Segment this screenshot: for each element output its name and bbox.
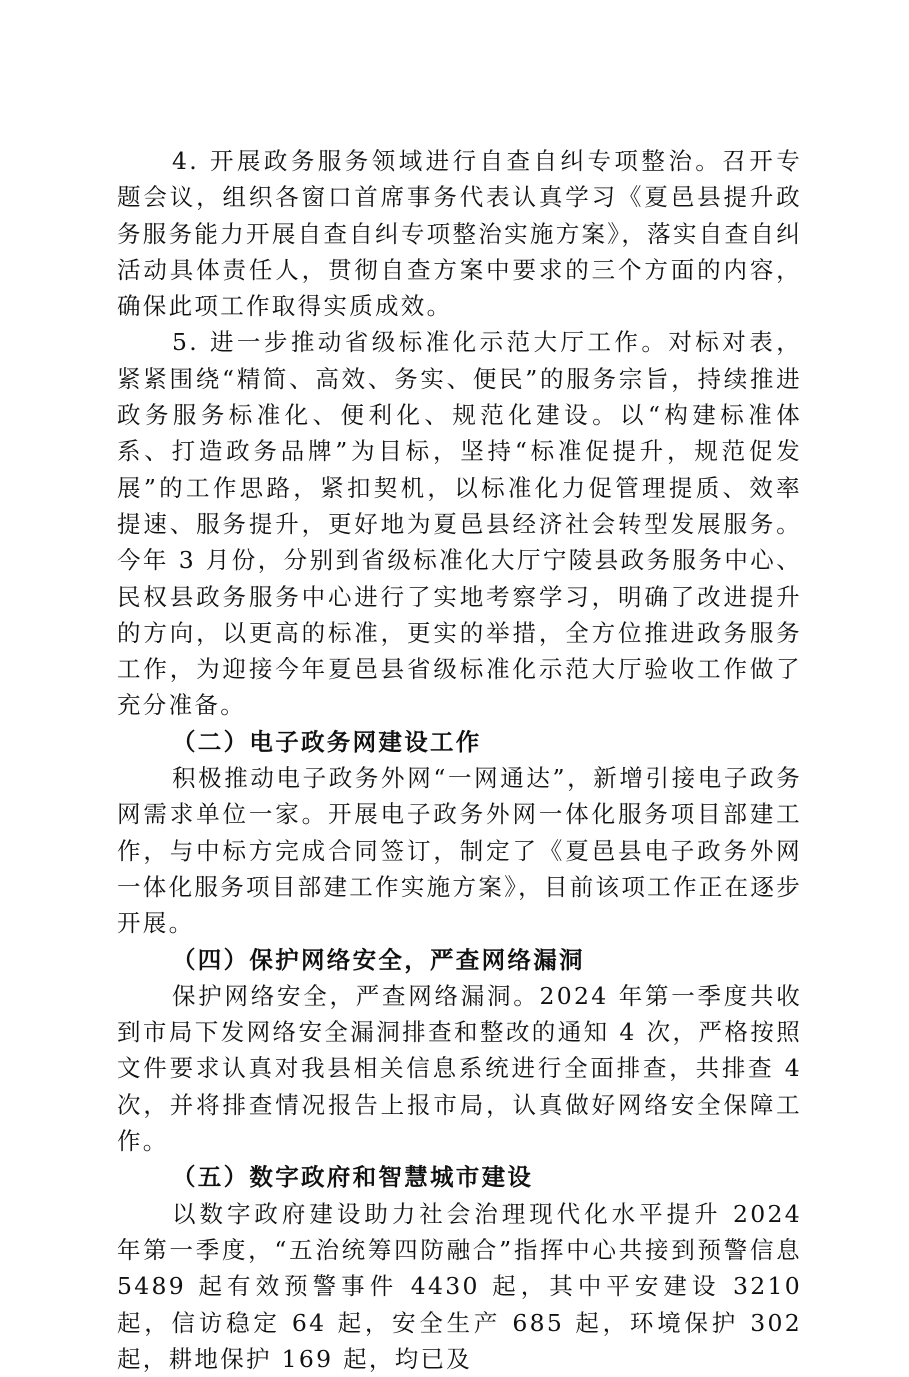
paragraph-network-security: 保护网络安全，严查网络漏洞。2024 年第一季度共收到市局下发网络安全漏洞排查和整改的通知 4 次，严格按照文件要求认真对我县相关信息系统进行全面排查，共排查 4 次，并将排查情况报告上报市局，认真做好网络安全保障工作。 bbox=[117, 981, 802, 1156]
section-heading-digital-government: （五）数字政府和智慧城市建设 bbox=[172, 1163, 534, 1192]
document-body bbox=[117, 143, 802, 1377]
paragraph-digital-government: 以数字政府建设助力社会治理现代化水平提升 2024 年第一季度，“五治统筹四防融合”指挥中心共接到预警信息 5489 起有效预警事件 4430 起，其中平安建设 3210 起，信访稳定 64 起，安全生产 685 起，环境保护 302 起，耕地保护 169 起，均已及 bbox=[117, 1199, 802, 1373]
section-heading-e-government-network: （二）电子政务网建设工作 bbox=[172, 727, 482, 756]
section-heading-network-security: （四）保护网络安全，严查网络漏洞 bbox=[172, 945, 585, 974]
paragraph-e-government-network: 积极推动电子政务外网“一网通达”，新增引接电子政务网需求单位一家。开展电子政务外网一体化服务项目部建工作，与中标方完成合同签订，制定了《夏邑县电子政务外网一体化服务项目部建工作实施方案》，目前该项工作正在逐步开展。 bbox=[117, 764, 802, 938]
paragraph-provincial-demo-hall: 5. 进一步推动省级标准化示范大厅工作。对标对表，紧紧围绕“精简、高效、务实、便民”的服务宗旨，持续推进政务服务标准化、便利化、规范化建设。以“构建标准体系、打造政务品牌”为目标，坚持“标准促提升，规范促发展”的工作思路，紧扣契机，以标准化力促管理提质、效率提速、服务提升，更好地为夏邑县经济社会转型发展服务。今年 3 月份，分别到省级标准化大厅宁陵县政务服务中心、民权县政务服务中心进行了实地考察学习，明确了改进提升的方向，以更高的标准，更实的举措，全方位推进政务服务工作，为迎接今年夏邑县省级标准化示范大厅验收工作做了充分准备。 bbox=[117, 328, 802, 720]
paragraph-standardization-self-check: 4. 开展政务服务领域进行自查自纠专项整治。召开专题会议，组织各窗口首席事务代表认真学习《夏邑县提升政务服务能力开展自查自纠专项整治实施方案》，落实自查自纠活动具体责任人，贯彻自查方案中要求的三个方面的内容，确保此项工作取得实质成效。 bbox=[117, 147, 802, 321]
